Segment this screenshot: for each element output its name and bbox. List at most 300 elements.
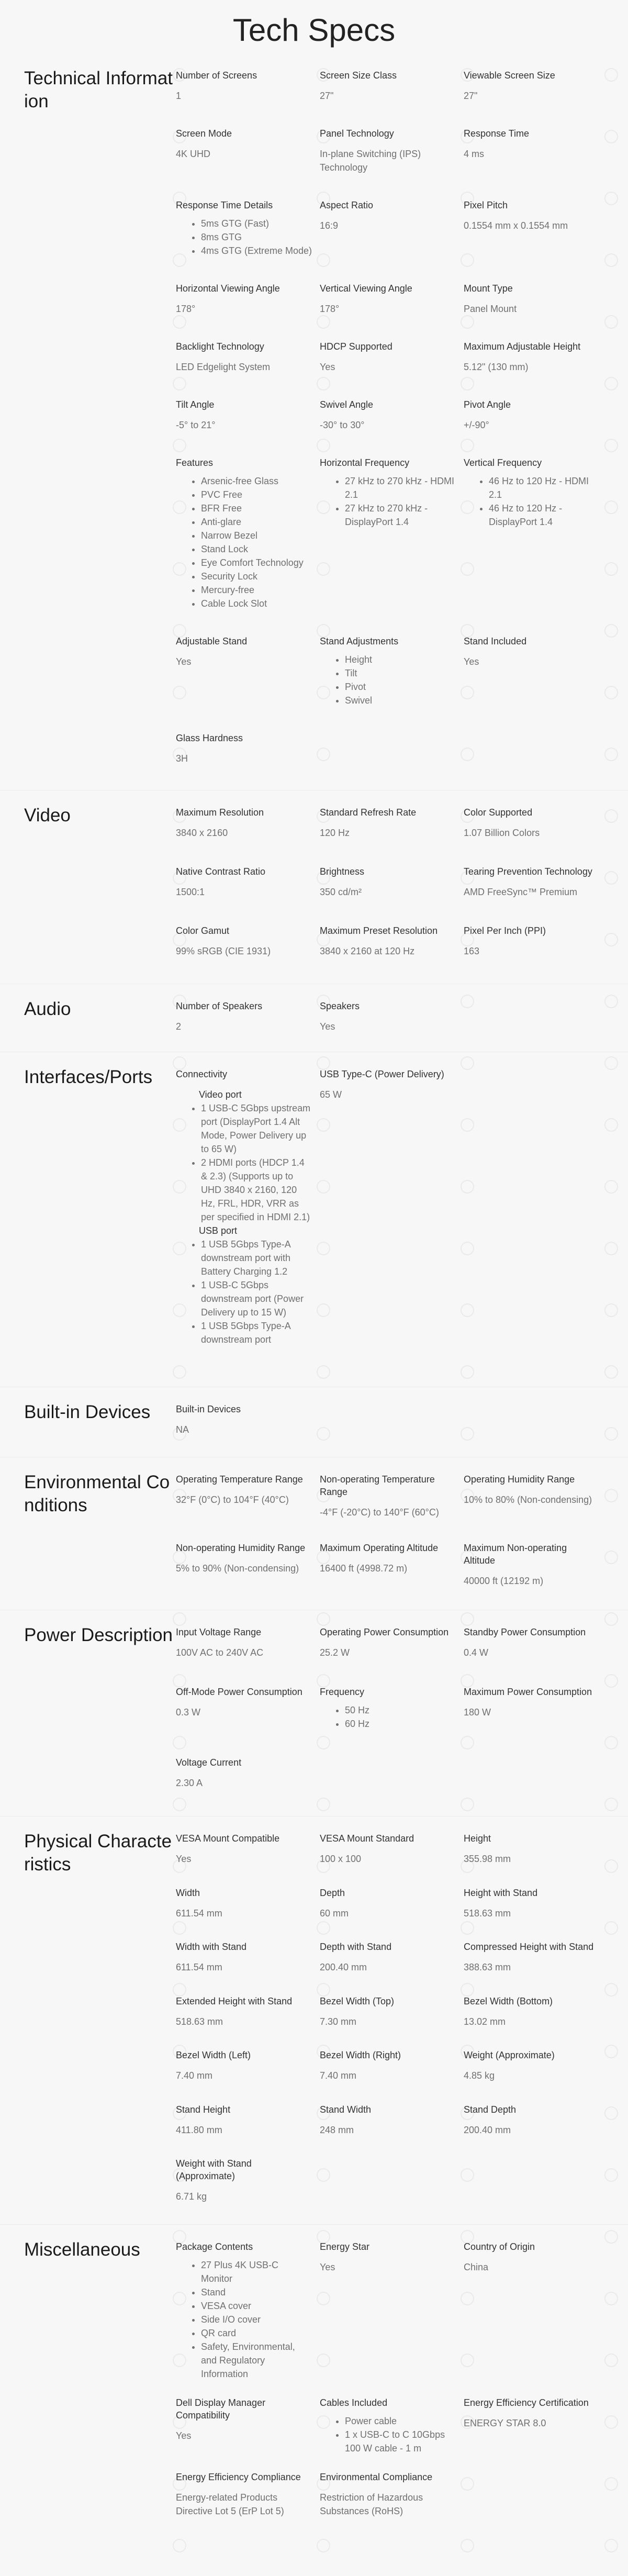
- spec-label: Bezel Width (Bottom): [464, 1995, 553, 2006]
- spec-value-list-item: • Height: [345, 653, 456, 666]
- spec-value: Yes: [176, 1854, 192, 1864]
- spec-label: Maximum Preset Resolution: [320, 925, 438, 936]
- spec-label: Tearing Prevention Technology: [464, 866, 592, 877]
- spec-grid: [176, 1052, 610, 1387]
- spec-value-list-item: • Pivot: [345, 680, 456, 694]
- spec-item: [320, 1626, 464, 1670]
- spec-item: [464, 282, 608, 325]
- spec-value: 163: [464, 946, 480, 956]
- spec-value-list: [176, 217, 312, 258]
- spec-item: [320, 282, 464, 325]
- spec-item: [320, 924, 464, 968]
- spec-value: 100V AC to 240V AC: [176, 1647, 264, 1658]
- spec-label: Maximum Operating Altitude: [320, 1542, 439, 1553]
- spec-value: 3840 x 2160 at 120 Hz: [320, 946, 415, 956]
- spec-value: 60 mm: [320, 1908, 349, 1919]
- spec-item: [320, 1686, 464, 1741]
- spec-label: Viewable Screen Size: [464, 70, 555, 81]
- spec-label: Tilt Angle: [176, 399, 215, 410]
- port-list-item: • 1 USB 5Gbps Type-A downstream port with Battery Charging 1.2: [201, 1237, 312, 1278]
- spec-value: NA: [176, 1424, 189, 1435]
- watermark-logo-icon: [317, 2539, 330, 2552]
- usb-port-list: [176, 1237, 312, 1346]
- spec-value-list-item: • Arsenic-free Glass: [201, 474, 312, 488]
- section-interfaces: [0, 1052, 628, 1387]
- spec-item: [320, 398, 464, 441]
- spec-value: 99% sRGB (CIE 1931): [176, 946, 271, 956]
- spec-label: Package Contents: [176, 2242, 253, 2252]
- spec-value: 0.1554 mm x 0.1554 mm: [464, 220, 568, 231]
- spec-value-list: [176, 474, 312, 610]
- spec-label: Operating Temperature Range: [176, 1474, 303, 1485]
- spec-label: HDCP Supported: [320, 341, 392, 352]
- spec-value: 180 W: [464, 1707, 491, 1718]
- spec-value: 5% to 90% (Non-condensing): [176, 1563, 299, 1574]
- spec-value: 7.40 mm: [176, 2070, 213, 2081]
- section-title: Audio: [24, 999, 71, 1019]
- spec-item: [464, 199, 608, 266]
- section-title: Interfaces/Ports: [24, 1067, 153, 1087]
- spec-value-list: [176, 2258, 312, 2381]
- spec-value: 200.40 mm: [320, 1962, 367, 1973]
- spec-value: Yes: [176, 656, 192, 667]
- spec-item: [320, 199, 464, 266]
- spec-value-list-item: • Power cable: [345, 2414, 456, 2428]
- spec-label: Extended Height with Stand: [176, 1995, 293, 2006]
- spec-value: 3H: [176, 753, 188, 764]
- spec-label: Dell Display Manager Compatibility: [176, 2397, 266, 2421]
- spec-value: 0.4 W: [464, 1647, 489, 1658]
- spec-value: -5° to 21°: [176, 420, 216, 430]
- spec-value-list-item: • 5ms GTG (Fast): [201, 217, 312, 230]
- spec-value-list-item: • QR card: [201, 2326, 312, 2340]
- section-video: [0, 790, 628, 984]
- spec-label: Standard Refresh Rate: [320, 807, 417, 818]
- spec-value: 355.98 mm: [464, 1854, 511, 1864]
- spec-item: [320, 456, 464, 619]
- spec-value-list-item: • Narrow Bezel: [201, 529, 312, 542]
- spec-value-list-item: • 60 Hz: [345, 1717, 456, 1731]
- spec-label: VESA Mount Standard: [320, 1833, 414, 1844]
- spec-label: Built-in Devices: [176, 1404, 241, 1414]
- spec-grid: [176, 1610, 610, 1816]
- spec-value: 1: [176, 91, 182, 101]
- spec-value-list: [320, 653, 456, 707]
- spec-label: Features: [176, 458, 214, 468]
- spec-item: [176, 1832, 320, 1871]
- spec-value: 65 W: [320, 1089, 342, 1100]
- spec-label: Horizontal Viewing Angle: [176, 283, 280, 294]
- watermark-logo-icon: [604, 2539, 618, 2552]
- spec-label: Voltage Current: [176, 1757, 242, 1768]
- page-title: Tech Specs: [232, 13, 396, 48]
- spec-label: Native Contrast Ratio: [176, 866, 266, 877]
- spec-value: 16400 ft (4998.72 m): [320, 1563, 408, 1574]
- spec-value-list-item: • 1 x USB-C to C 10Gbps 100 W cable - 1 m: [345, 2428, 456, 2455]
- spec-grid: [176, 790, 610, 984]
- spec-value-list: [320, 2414, 456, 2455]
- spec-value-list-item: • 8ms GTG: [201, 230, 312, 244]
- spec-value: -4°F (-20°C) to 140°F (60°C): [320, 1507, 439, 1518]
- spec-value-list-item: • Stand: [201, 2285, 312, 2299]
- usb-port-heading: USB port: [199, 1225, 238, 1236]
- section-environmental: [0, 1457, 628, 1610]
- port-list-item: • 1 USB-C 5Gbps upstream port (DisplayPort 1.4 Alt Mode, Power Delivery up to 65 W): [201, 1101, 312, 1156]
- spec-value-list-item: • 27 Plus 4K USB-C Monitor: [201, 2258, 312, 2285]
- spec-item: [176, 635, 320, 716]
- spec-item: [464, 806, 608, 850]
- watermark-logo-icon: [461, 2539, 474, 2552]
- spec-value: 27": [464, 91, 478, 101]
- spec-value-list: [464, 474, 600, 529]
- spec-item: [464, 398, 608, 441]
- spec-item: [464, 865, 608, 909]
- spec-item: [320, 127, 464, 183]
- spec-value: 16:9: [320, 220, 339, 231]
- spec-label: Height with Stand: [464, 1887, 538, 1898]
- spec-value: 120 Hz: [320, 828, 350, 838]
- spec-value: 350 cd/m²: [320, 887, 362, 897]
- spec-item: [320, 635, 464, 716]
- spec-label: Glass Hardness: [176, 733, 243, 743]
- spec-item: [464, 1832, 608, 1871]
- spec-item: [176, 1403, 320, 1441]
- spec-value-list-item: • 50 Hz: [345, 1703, 456, 1717]
- spec-label: Color Supported: [464, 807, 533, 818]
- spec-value: 611.54 mm: [176, 1962, 222, 1973]
- spec-value-list: [320, 1703, 456, 1731]
- section-title: Technical Information: [24, 68, 173, 111]
- spec-value-list-item: • Security Lock: [201, 570, 312, 583]
- spec-item: [176, 199, 320, 266]
- spec-label: Non-operating Temperature Range: [320, 1474, 435, 1497]
- spec-item: [176, 924, 320, 968]
- spec-value-list-item: • 46 Hz to 120 Hz - HDMI 2.1: [489, 474, 600, 501]
- spec-label: Stand Adjustments: [320, 636, 399, 646]
- spec-value: 388.63 mm: [464, 1962, 511, 1973]
- spec-item: [464, 1626, 608, 1670]
- spec-item: [320, 1473, 464, 1526]
- spec-value: Yes: [320, 2262, 335, 2272]
- video-port-list: [176, 1101, 312, 1224]
- spec-item: [176, 282, 320, 325]
- spec-value: 200.40 mm: [464, 2124, 511, 2135]
- spec-value: ENERGY STAR 8.0: [464, 2418, 546, 2428]
- spec-value: 1.07 Billion Colors: [464, 828, 540, 838]
- section-power: [0, 1610, 628, 1816]
- spec-label: Backlight Technology: [176, 341, 264, 352]
- spec-value: 178°: [176, 304, 196, 314]
- spec-value-list-item: • Anti-glare: [201, 515, 312, 529]
- spec-item: [176, 2103, 320, 2142]
- spec-label: Maximum Non-operating Altitude: [464, 1542, 567, 1566]
- spec-value-list: [320, 474, 456, 529]
- spec-grid: [176, 53, 610, 790]
- spec-item: [320, 2049, 464, 2088]
- spec-item: [176, 732, 320, 774]
- spec-item: [176, 1626, 320, 1670]
- spec-value-list-item: • Tilt: [345, 666, 456, 680]
- spec-value: 25.2 W: [320, 1647, 350, 1658]
- spec-item: [320, 2103, 464, 2142]
- spec-label: Pixel Pitch: [464, 200, 508, 210]
- spec-value: +/-90°: [464, 420, 489, 430]
- spec-label: Stand Depth: [464, 2104, 517, 2115]
- spec-value: Panel Mount: [464, 304, 517, 314]
- spec-grid: [176, 2225, 610, 2534]
- spec-item: [464, 1542, 608, 1594]
- spec-value: LED Edgelight System: [176, 362, 271, 372]
- spec-label: Screen Size Class: [320, 70, 397, 81]
- spec-item: [176, 2240, 320, 2381]
- spec-item: [320, 1000, 464, 1036]
- spec-item: [464, 1995, 608, 2034]
- spec-item-usbc-pd: [320, 1068, 464, 1371]
- spec-label: Compressed Height with Stand: [464, 1942, 594, 1953]
- spec-value-list-item: • Stand Lock: [201, 542, 312, 556]
- spec-value: -30° to 30°: [320, 420, 365, 430]
- spec-label: USB Type-C (Power Delivery): [320, 1069, 444, 1079]
- spec-label: Response Time: [464, 128, 530, 139]
- spec-label: Vertical Viewing Angle: [320, 283, 412, 294]
- spec-label: Energy Efficiency Certification: [464, 2397, 589, 2408]
- spec-label: Number of Speakers: [176, 1001, 263, 1011]
- spec-value-list-item: • Safety, Environmental, and Regulatory Information: [201, 2340, 312, 2381]
- spec-label: Height: [464, 1833, 491, 1844]
- spec-item: [320, 1887, 464, 1925]
- spec-value: 13.02 mm: [464, 2016, 506, 2027]
- spec-label: Pixel Per Inch (PPI): [464, 925, 546, 936]
- spec-label: Mount Type: [464, 283, 513, 294]
- spec-value: 411.80 mm: [176, 2124, 222, 2135]
- spec-value: 248 mm: [320, 2124, 354, 2135]
- spec-label: Depth with Stand: [320, 1942, 392, 1953]
- spec-item: [176, 2049, 320, 2088]
- spec-value: 32°F (0°C) to 104°F (40°C): [176, 1495, 289, 1505]
- spec-item: [320, 1941, 464, 1979]
- spec-value: 5.12" (130 mm): [464, 362, 529, 372]
- spec-value: Yes: [320, 1021, 335, 1032]
- spec-label: Maximum Resolution: [176, 807, 264, 818]
- watermark-logo-icon: [173, 2539, 186, 2552]
- port-list-item: • 1 USB 5Gbps Type-A downstream port: [201, 1319, 312, 1346]
- spec-value: 518.63 mm: [464, 1908, 511, 1919]
- spec-label: Bezel Width (Top): [320, 1995, 395, 2006]
- spec-value: 2.30 A: [176, 1778, 203, 1789]
- spec-label: Width: [176, 1887, 200, 1898]
- spec-label: Width with Stand: [176, 1942, 247, 1953]
- spec-value: In-plane Switching (IPS) Technology: [320, 149, 421, 173]
- spec-item: [464, 1686, 608, 1741]
- spec-label: Energy Star: [320, 2242, 370, 2252]
- port-list-item: • 2 HDMI ports (HDCP 1.4 & 2.3) (Supports up to UHD 3840 x 2160, 120 Hz, FRL, HDR, VRR as per specified in HDMI 2.1): [201, 1156, 312, 1224]
- spec-item: [176, 1941, 320, 1979]
- spec-item: [320, 340, 464, 383]
- spec-item: [320, 806, 464, 850]
- spec-label: Off-Mode Power Consumption: [176, 1686, 302, 1697]
- spec-item: [176, 69, 320, 111]
- spec-grid: [176, 984, 610, 1052]
- spec-value: 7.40 mm: [320, 2070, 357, 2081]
- spec-value: 611.54 mm: [176, 1908, 222, 1919]
- spec-grid: [176, 1816, 610, 2224]
- spec-item: [464, 2103, 608, 2142]
- spec-item: [176, 2157, 320, 2209]
- spec-value: 518.63 mm: [176, 2016, 223, 2027]
- spec-item: [176, 340, 320, 383]
- section-title: Video: [24, 805, 71, 826]
- spec-item: [320, 2396, 464, 2455]
- spec-item: [176, 1542, 320, 1594]
- spec-label: Stand Height: [176, 2104, 231, 2115]
- spec-value: China: [464, 2262, 489, 2272]
- spec-value: 4 ms: [464, 149, 485, 159]
- spec-label: Stand Width: [320, 2104, 372, 2115]
- spec-item: [464, 635, 608, 716]
- spec-grid: [176, 1387, 610, 1457]
- spec-item: [464, 127, 608, 183]
- spec-item: [320, 2471, 464, 2518]
- spec-label: Maximum Adjustable Height: [464, 341, 581, 352]
- spec-item: [464, 2396, 608, 2455]
- spec-label: Pivot Angle: [464, 399, 511, 410]
- spec-value-list-item: • 27 kHz to 270 kHz - DisplayPort 1.4: [345, 501, 456, 529]
- spec-value: AMD FreeSync™ Premium: [464, 887, 578, 897]
- spec-value-list-item: • 46 Hz to 120 Hz - DisplayPort 1.4: [489, 501, 600, 529]
- spec-value: Yes: [320, 362, 335, 372]
- spec-value: 3840 x 2160: [176, 828, 228, 838]
- spec-value: Energy-related Products Directive Lot 5 (ErP Lot 5): [176, 2492, 284, 2516]
- spec-value: 2: [176, 1021, 182, 1032]
- spec-label: Environmental Compliance: [320, 2472, 433, 2482]
- spec-value: 178°: [320, 304, 340, 314]
- spec-item: [176, 1995, 320, 2034]
- spec-value-list-item: • Mercury-free: [201, 583, 312, 597]
- section-audio: [0, 984, 628, 1052]
- spec-item-connectivity: [176, 1068, 320, 1371]
- section-title: Physical Characteristics: [24, 1831, 172, 1875]
- section-builtin: [0, 1387, 628, 1457]
- spec-label: Non-operating Humidity Range: [176, 1542, 306, 1553]
- spec-value-list-item: • 27 kHz to 270 kHz - HDMI 2.1: [345, 474, 456, 501]
- spec-item: [320, 1542, 464, 1594]
- spec-value: 7.30 mm: [320, 2016, 357, 2027]
- spec-value: 10% to 80% (Non-condensing): [464, 1495, 592, 1505]
- spec-label: Weight (Approximate): [464, 2050, 555, 2061]
- spec-label: Bezel Width (Right): [320, 2050, 401, 2061]
- spec-item: [464, 1887, 608, 1925]
- spec-value-list-item: • 4ms GTG (Extreme Mode): [201, 244, 312, 258]
- video-port-heading: Video port: [199, 1089, 242, 1100]
- spec-value: 4.85 kg: [464, 2070, 495, 2081]
- spec-value: 100 x 100: [320, 1854, 362, 1864]
- section-title: Power Description: [24, 1625, 173, 1645]
- spec-label: Operating Power Consumption: [320, 1627, 449, 1637]
- spec-value: 27": [320, 91, 334, 101]
- spec-label: Adjustable Stand: [176, 636, 248, 646]
- spec-value-list-item: • Cable Lock Slot: [201, 597, 312, 610]
- section-technical: [0, 53, 628, 790]
- spec-label: VESA Mount Compatible: [176, 1833, 280, 1844]
- spec-item: [464, 456, 608, 619]
- spec-label: Color Gamut: [176, 925, 230, 936]
- spec-label: Stand Included: [464, 636, 527, 646]
- spec-item: [176, 1473, 320, 1526]
- spec-item: [176, 1887, 320, 1925]
- spec-label: Standby Power Consumption: [464, 1627, 586, 1637]
- spec-label: Horizontal Frequency: [320, 458, 410, 468]
- spec-label: Swivel Angle: [320, 399, 374, 410]
- spec-item: [320, 865, 464, 909]
- spec-value-list-item: • Swivel: [345, 694, 456, 707]
- spec-item: [320, 2240, 464, 2381]
- spec-item: [176, 1756, 320, 1800]
- spec-label: Vertical Frequency: [464, 458, 542, 468]
- spec-item: [464, 1941, 608, 1979]
- section-misc: [0, 2225, 628, 2534]
- spec-grid: [176, 1457, 610, 1610]
- spec-value: Yes: [176, 2430, 192, 2441]
- spec-value-list-item: • PVC Free: [201, 488, 312, 501]
- spec-item: [320, 69, 464, 111]
- spec-item: [464, 1473, 608, 1526]
- spec-label: Country of Origin: [464, 2242, 535, 2252]
- spec-label: Speakers: [320, 1001, 360, 1011]
- spec-label: Weight with Stand (Approximate): [176, 2158, 252, 2182]
- spec-label: Input Voltage Range: [176, 1627, 262, 1637]
- spec-label: Depth: [320, 1887, 345, 1898]
- spec-item: [176, 398, 320, 441]
- spec-label: Cables Included: [320, 2397, 388, 2408]
- spec-value-list-item: • VESA cover: [201, 2299, 312, 2313]
- spec-item: [464, 340, 608, 383]
- spec-value: 40000 ft (12192 m): [464, 1575, 544, 1586]
- spec-label: Frequency: [320, 1686, 365, 1697]
- spec-label: Bezel Width (Left): [176, 2050, 251, 2061]
- spec-value: Restriction of Hazardous Substances (RoHS): [320, 2492, 423, 2516]
- spec-item: [464, 924, 608, 968]
- spec-label: Panel Technology: [320, 128, 394, 139]
- spec-item: [464, 2049, 608, 2088]
- spec-item: [176, 2396, 320, 2455]
- section-physical: [0, 1816, 628, 2225]
- spec-value: 6.71 kg: [176, 2191, 207, 2202]
- spec-value: 1500:1: [176, 887, 205, 897]
- spec-item: [176, 806, 320, 850]
- spec-value: Yes: [464, 656, 479, 667]
- spec-item: [176, 127, 320, 183]
- spec-item: [176, 865, 320, 909]
- spec-label: Maximum Power Consumption: [464, 1686, 592, 1697]
- section-title: Miscellaneous: [24, 2239, 140, 2260]
- spec-value-list-item: • Side I/O cover: [201, 2313, 312, 2326]
- spec-label: Brightness: [320, 866, 365, 877]
- spec-item: [320, 1995, 464, 2034]
- spec-value-list-item: • Eye Comfort Technology: [201, 556, 312, 570]
- spec-item: [464, 69, 608, 111]
- spec-item: [320, 1832, 464, 1871]
- spec-item: [176, 1000, 320, 1036]
- spec-item: [176, 456, 320, 619]
- spec-label: Energy Efficiency Compliance: [176, 2472, 301, 2482]
- spec-label: Number of Screens: [176, 70, 257, 81]
- spec-label: Connectivity: [176, 1069, 228, 1079]
- spec-label: Aspect Ratio: [320, 200, 374, 210]
- spec-value: 4K UHD: [176, 149, 211, 159]
- spec-item: [464, 2240, 608, 2381]
- section-title: Environmental Conditions: [24, 1472, 170, 1515]
- spec-item: [176, 1686, 320, 1741]
